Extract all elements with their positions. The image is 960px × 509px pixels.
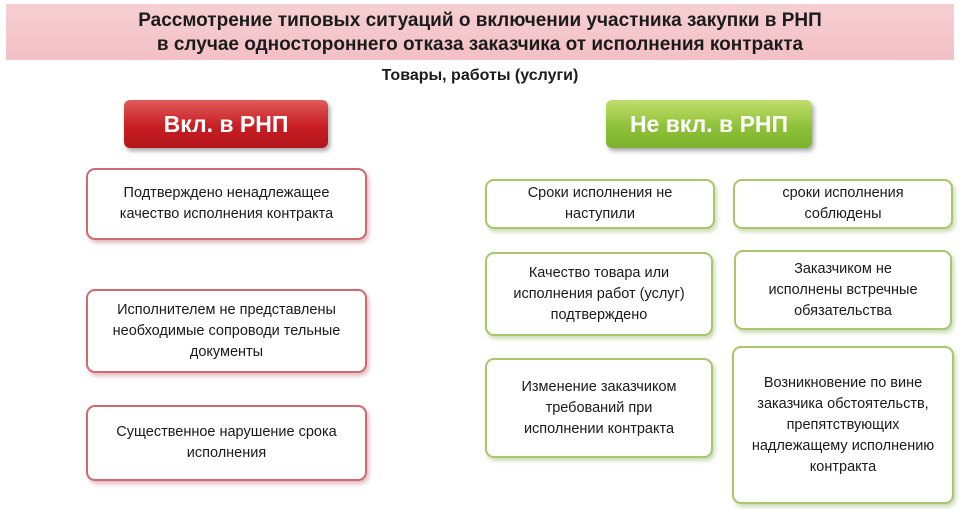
included-item-3-text: Существенное нарушение срока исполнения [116, 424, 337, 461]
not-included-item-5-text: Изменение заказчиком требований при исполнении контракта [521, 378, 677, 437]
title-line-1: Рассмотрение типовых ситуаций о включении участника закупки в РНП [138, 9, 822, 31]
included-item-2 [86, 289, 367, 373]
not-included-item-2-text: сроки исполнения соблюдены [782, 185, 904, 222]
included-item-3 [86, 405, 367, 481]
not-included-item-6-text: Возникновение по вине заказчика обстоятельств, препятствующих надлежащему исполнению контракта [751, 374, 935, 475]
not-included-item-6 [732, 346, 954, 504]
not-included-item-1-text: Сроки исполнения не наступили [527, 185, 673, 222]
not-included-item-4-text: Заказчиком не исполнены встречные обязательства [768, 260, 918, 319]
included-item-2-text: Исполнителем не представлены необходимые сопроводи тельные документы [112, 301, 341, 360]
included-header: Вкл. в РНП [124, 100, 328, 148]
not-included-item-3 [485, 252, 713, 336]
not-included-item-4 [734, 250, 952, 330]
included-item-1-text: Подтверждено ненадлежащее качество исполнения контракта [119, 185, 334, 222]
not-included-item-5 [485, 358, 713, 458]
title-banner [6, 4, 954, 60]
not-included-item-2 [733, 179, 953, 229]
title-line-2: в случае одностороннего отказа заказчика от исполнения контракта [156, 33, 804, 55]
not-included-item-1 [485, 179, 715, 229]
included-item-1 [86, 168, 367, 240]
not-included-header: Не вкл. в РНП [606, 100, 812, 148]
subtitle: Товары, работы (услуги) [381, 67, 579, 84]
not-included-item-3-text: Качество товара или исполнения работ (услуг) подтверждено [513, 264, 685, 323]
